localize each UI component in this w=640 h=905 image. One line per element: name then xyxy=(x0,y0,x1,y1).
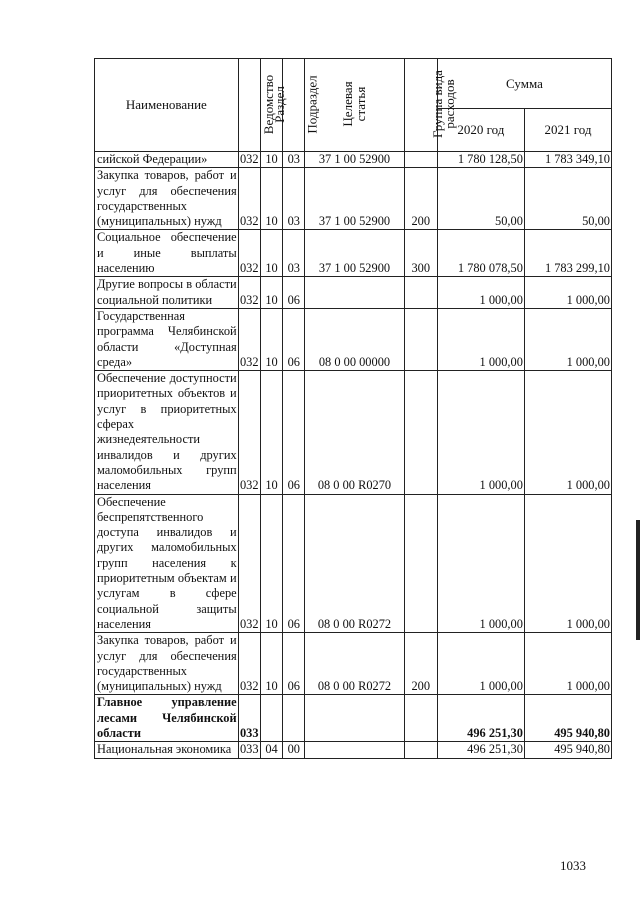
header-section: Раздел xyxy=(260,59,282,152)
row-name: Закупка товаров, работ и услуг для обеспечения государственных (муниципальных) нужд xyxy=(95,633,239,695)
row-dept: 032 xyxy=(238,308,260,370)
row-name: Социальное обеспечение и иные выплаты населению xyxy=(95,230,239,277)
row-dept: 032 xyxy=(238,168,260,230)
row-section: 04 xyxy=(260,742,282,758)
row-subsection: 06 xyxy=(283,371,305,494)
row-section: 10 xyxy=(260,277,282,309)
row-name: Национальная экономика xyxy=(95,742,239,758)
row-subsection xyxy=(283,695,305,742)
row-sum-2020: 50,00 xyxy=(437,168,524,230)
table-row xyxy=(95,308,612,370)
row-name: Обеспечение беспрепятственного доступа инвалидов и других маломобильных групп населения к приоритетным объектам и услугам в сфере социальной защиты населения xyxy=(95,494,239,633)
header-sum: Сумма xyxy=(437,59,611,109)
row-name: Другие вопросы в области социальной политики xyxy=(95,277,239,309)
row-sum-2020: 1 000,00 xyxy=(437,308,524,370)
row-name: Главное управление лесами Челябинской области xyxy=(95,695,239,742)
row-name: Закупка товаров, работ и услуг для обеспечения государственных (муниципальных) нужд xyxy=(95,168,239,230)
row-section: 10 xyxy=(260,308,282,370)
row-exp-group: 200 xyxy=(404,168,437,230)
row-section: 10 xyxy=(260,494,282,633)
row-name: Обеспечение доступности приоритетных объектов и услуг в приоритетных сферах жизнедеятельности инвалидов и других маломобильных групп населения xyxy=(95,371,239,494)
table-row xyxy=(95,633,612,695)
row-section: 10 xyxy=(260,230,282,277)
row-dept: 033 xyxy=(238,695,260,742)
header-2021: 2021 год xyxy=(524,109,611,152)
row-target xyxy=(305,277,404,309)
row-subsection: 03 xyxy=(283,168,305,230)
table-row xyxy=(95,695,612,742)
header-subsection: Подраздел xyxy=(283,59,305,152)
table-row xyxy=(95,152,612,168)
row-dept: 032 xyxy=(238,277,260,309)
header-dept: Ведомство xyxy=(238,59,260,152)
row-sum-2020: 496 251,30 xyxy=(437,742,524,758)
row-sum-2020: 1 000,00 xyxy=(437,494,524,633)
row-target xyxy=(305,742,404,758)
row-section: 10 xyxy=(260,371,282,494)
row-subsection: 03 xyxy=(283,230,305,277)
row-subsection: 06 xyxy=(283,494,305,633)
row-section: 10 xyxy=(260,168,282,230)
header-exp-group: Группа вида расходов xyxy=(404,59,437,152)
header-2020: 2020 год xyxy=(437,109,524,152)
row-exp-group xyxy=(404,695,437,742)
table-row xyxy=(95,494,612,633)
row-exp-group xyxy=(404,277,437,309)
row-sum-2020: 1 000,00 xyxy=(437,277,524,309)
row-subsection: 06 xyxy=(283,633,305,695)
row-sum-2021: 1 000,00 xyxy=(524,277,611,309)
row-name: Государственная программа Челябинской области «Доступная среда» xyxy=(95,308,239,370)
row-sum-2020: 1 000,00 xyxy=(437,633,524,695)
row-sum-2021: 495 940,80 xyxy=(524,742,611,758)
row-target: 08 0 00 R0270 xyxy=(305,371,404,494)
table-row xyxy=(95,230,612,277)
row-target: 37 1 00 52900 xyxy=(305,152,404,168)
row-sum-2020: 496 251,30 xyxy=(437,695,524,742)
row-sum-2021: 1 000,00 xyxy=(524,494,611,633)
budget-table xyxy=(94,58,612,759)
row-dept: 032 xyxy=(238,230,260,277)
row-exp-group xyxy=(404,152,437,168)
header-target: Целевая статья xyxy=(305,59,404,152)
scan-edge-mark xyxy=(636,520,640,640)
row-sum-2021: 1 783 299,10 xyxy=(524,230,611,277)
table-row xyxy=(95,371,612,494)
row-sum-2021: 495 940,80 xyxy=(524,695,611,742)
row-subsection: 06 xyxy=(283,308,305,370)
row-sum-2021: 1 783 349,10 xyxy=(524,152,611,168)
row-section: 10 xyxy=(260,633,282,695)
row-exp-group xyxy=(404,494,437,633)
row-name: сийской Федерации» xyxy=(95,152,239,168)
row-dept: 032 xyxy=(239,152,259,166)
row-sum-2021: 50,00 xyxy=(524,168,611,230)
row-dept: 033 xyxy=(239,742,259,757)
row-exp-group xyxy=(404,742,437,758)
row-subsection: 00 xyxy=(283,742,305,758)
row-sum-2021: 1 000,00 xyxy=(524,371,611,494)
row-exp-group xyxy=(404,371,437,494)
row-target: 08 0 00 R0272 xyxy=(305,494,404,633)
page-number: 1033 xyxy=(560,858,586,873)
row-section xyxy=(260,695,282,742)
row-target: 37 1 00 52900 xyxy=(305,230,404,277)
row-exp-group: 200 xyxy=(404,633,437,695)
row-exp-group xyxy=(404,308,437,370)
row-section: 10 xyxy=(260,152,282,168)
row-target xyxy=(305,695,404,742)
table-row xyxy=(95,168,612,230)
row-sum-2021: 1 000,00 xyxy=(524,308,611,370)
header-name: Наименование xyxy=(95,59,239,152)
row-dept: 032 xyxy=(238,494,260,633)
row-dept: 032 xyxy=(238,371,260,494)
row-subsection: 06 xyxy=(283,277,305,309)
table-row xyxy=(95,742,612,758)
row-target: 37 1 00 52900 xyxy=(305,168,404,230)
row-exp-group: 300 xyxy=(404,230,437,277)
row-target: 08 0 00 00000 xyxy=(305,308,404,370)
row-dept: 032 xyxy=(238,633,260,695)
row-target: 08 0 00 R0272 xyxy=(305,633,404,695)
row-sum-2020: 1 780 128,50 xyxy=(437,152,524,168)
row-sum-2020: 1 780 078,50 xyxy=(437,230,524,277)
table-row xyxy=(95,277,612,309)
row-sum-2020: 1 000,00 xyxy=(437,371,524,494)
row-subsection: 03 xyxy=(283,152,305,168)
row-sum-2021: 1 000,00 xyxy=(524,633,611,695)
